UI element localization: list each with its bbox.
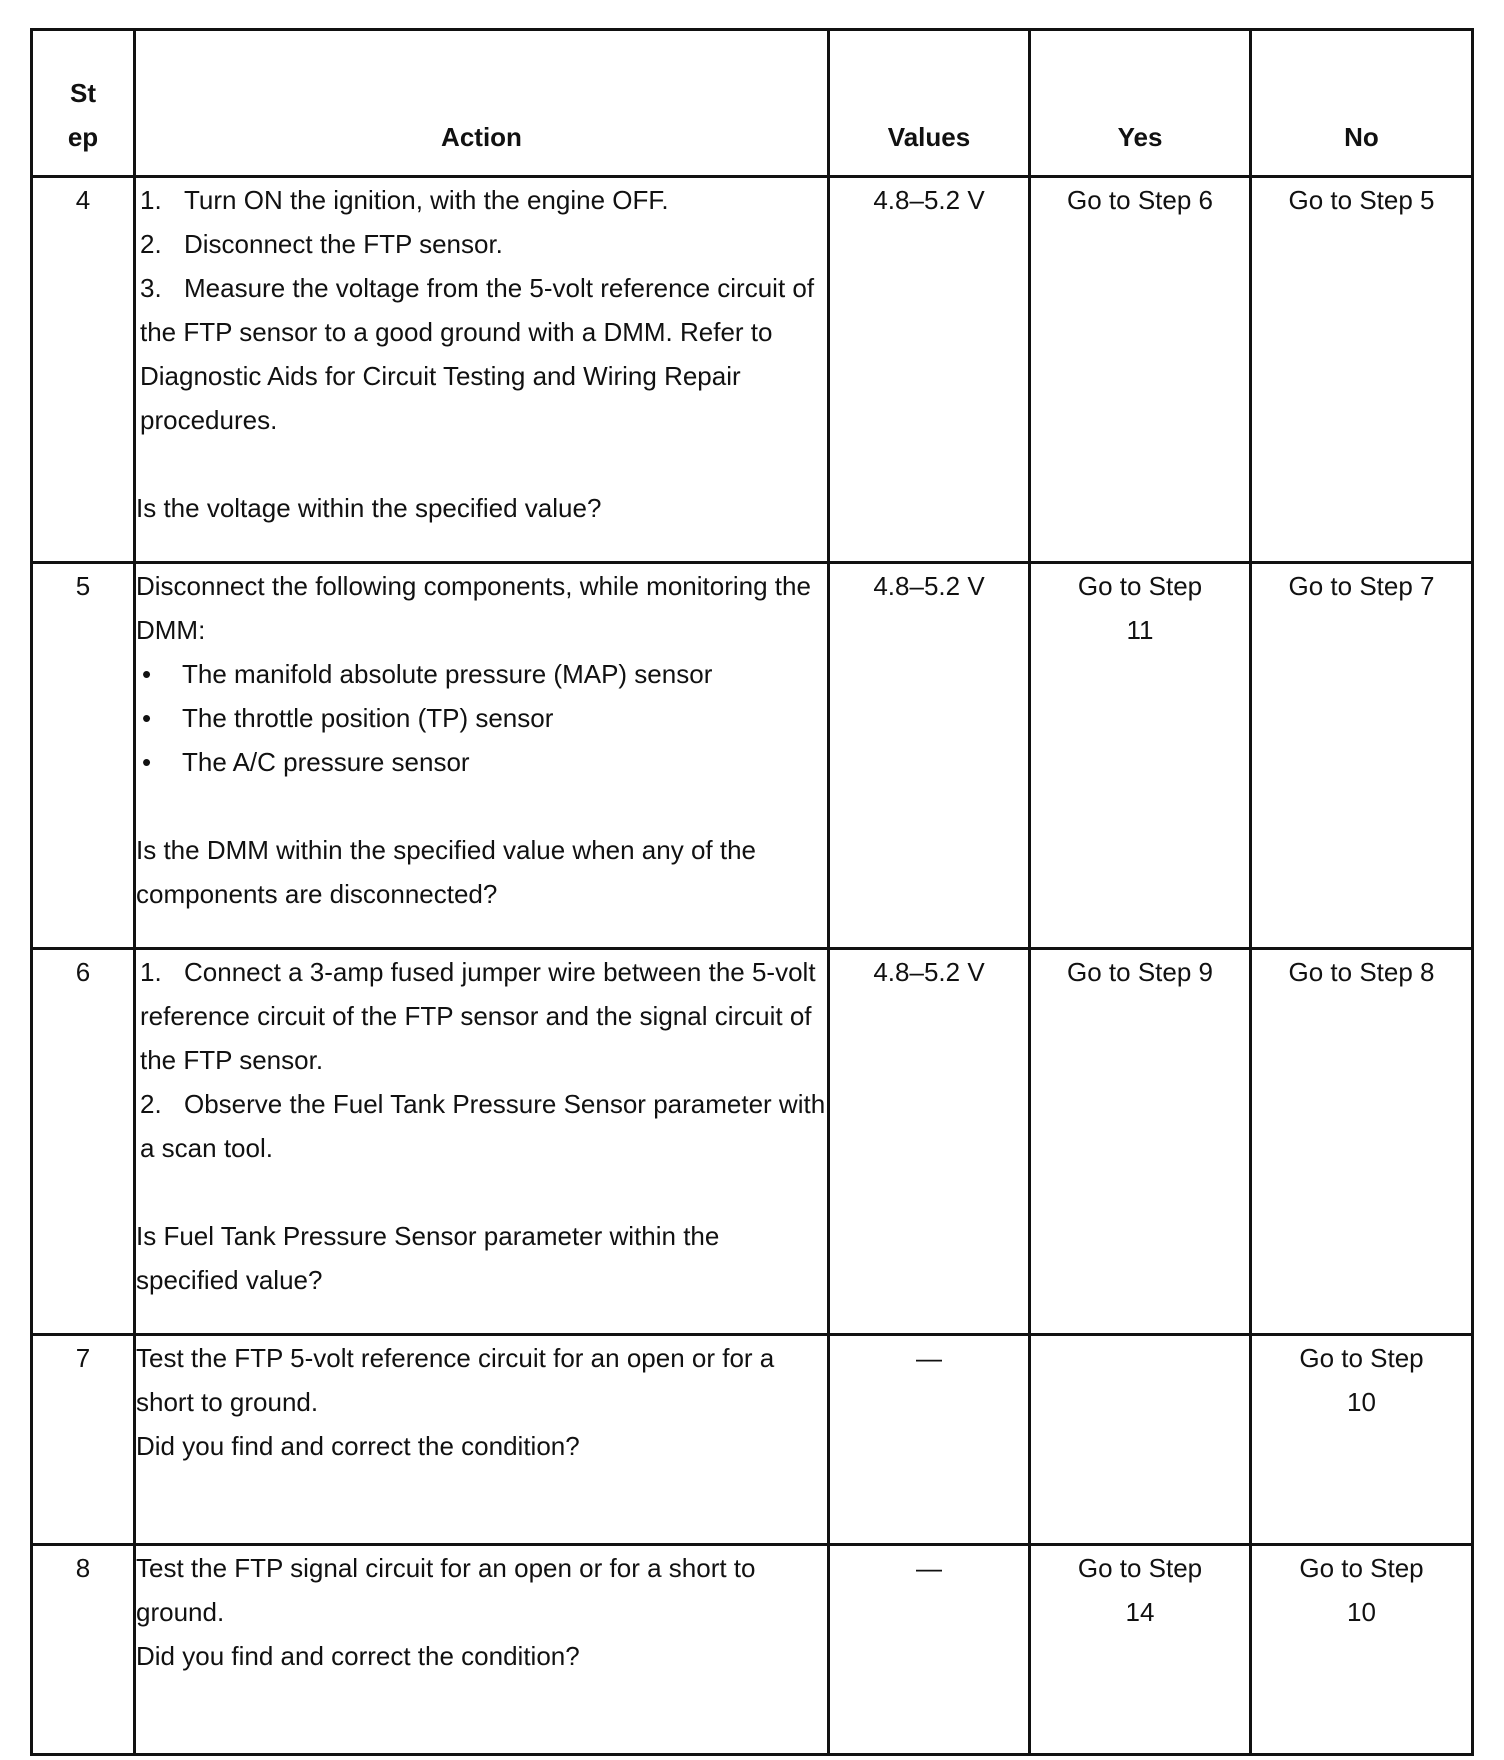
value-cell: — [829,1335,1030,1545]
action-item-text: Observe the Fuel Tank Pressure Sensor parameter with a scan tool. [140,1089,826,1163]
no-cell: Go to Step 10 [1251,1545,1473,1755]
header-step [32,30,135,177]
action-item-text: Disconnect the FTP sensor. [184,229,503,259]
no-cell: Go to Step 5 [1251,177,1473,563]
action-item [136,178,827,222]
action-item-text: Turn ON the ignition, with the engine OFF. [184,185,669,215]
action-question: Is the voltage within the specified value? [136,493,602,523]
component-item [136,740,827,784]
no-cell: Go to Step 7 [1251,563,1473,949]
step-number: 5 [32,563,135,949]
table-row [32,563,1473,949]
diagnostic-steps-table [30,28,1474,1756]
component-list [136,652,827,784]
action-list [136,178,827,442]
action-question: Did you find and correct the condition? [136,1431,580,1461]
yes-cell: Go to Step 9 [1030,949,1251,1335]
value-cell: 4.8–5.2 V [829,563,1030,949]
action-item-text: Connect a 3-amp fused jumper wire between the 5-volt reference circuit of the FTP sensor and the signal circuit of the FTP sensor. [140,957,816,1075]
action-cell [135,949,829,1335]
action-item-number: 1. [140,957,162,987]
value-cell: 4.8–5.2 V [829,949,1030,1335]
bullet: • [142,703,152,733]
action-item [136,266,827,442]
table-row [32,1545,1473,1755]
step-number: 8 [32,1545,135,1755]
header-row [32,30,1473,177]
table-row [32,1335,1473,1545]
step-number: 4 [32,177,135,563]
header-yes: Yes [1030,30,1251,177]
action-list [136,950,827,1170]
bullet: • [142,747,152,777]
action-item [136,1082,827,1170]
value-cell: — [829,1545,1030,1755]
step-number: 7 [32,1335,135,1545]
action-item-number: 3. [140,273,162,303]
yes-cell [1030,1335,1251,1545]
action-intro: Disconnect the following components, while monitoring the DMM: [136,571,811,645]
yes-cell: Go to Step 6 [1030,177,1251,563]
action-item [136,950,827,1082]
action-item-text: Measure the voltage from the 5-volt reference circuit of the FTP sensor to a good ground with a DMM. Refer to Diagnostic Aids for Circuit Testing and Wiring Repair procedures. [140,273,815,435]
action-question: Is the DMM within the specified value when any of the components are disconnected? [136,835,756,909]
table-row [32,949,1473,1335]
yes-cell: Go to Step 14 [1030,1545,1251,1755]
action-item [136,222,827,266]
header-step-line2: ep [67,122,99,152]
action-cell [135,1335,829,1545]
component-text: The A/C pressure sensor [182,747,470,777]
action-text: Test the FTP signal circuit for an open or for a short to ground. [136,1553,756,1627]
header-no: No [1251,30,1473,177]
action-question: Did you find and correct the condition? [136,1641,580,1671]
header-values: Values [829,30,1030,177]
action-item-number: 2. [140,1089,162,1119]
component-item [136,696,827,740]
no-cell: Go to Step 8 [1251,949,1473,1335]
action-question: Is Fuel Tank Pressure Sensor parameter within the specified value? [136,1221,720,1295]
action-text: Test the FTP 5-volt reference circuit for an open or for a short to ground. [136,1343,775,1417]
component-text: The throttle position (TP) sensor [182,703,554,733]
step-number: 6 [32,949,135,1335]
action-cell [135,177,829,563]
table-row [32,177,1473,563]
header-step-line1: St [70,78,96,108]
component-item [136,652,827,696]
action-item-number: 1. [140,185,162,215]
yes-cell: Go to Step 11 [1030,563,1251,949]
bullet: • [142,659,152,689]
value-cell: 4.8–5.2 V [829,177,1030,563]
action-cell [135,1545,829,1755]
action-item-number: 2. [140,229,162,259]
header-action: Action [135,30,829,177]
no-cell: Go to Step 10 [1251,1335,1473,1545]
component-text: The manifold absolute pressure (MAP) sensor [182,659,713,689]
action-cell [135,563,829,949]
